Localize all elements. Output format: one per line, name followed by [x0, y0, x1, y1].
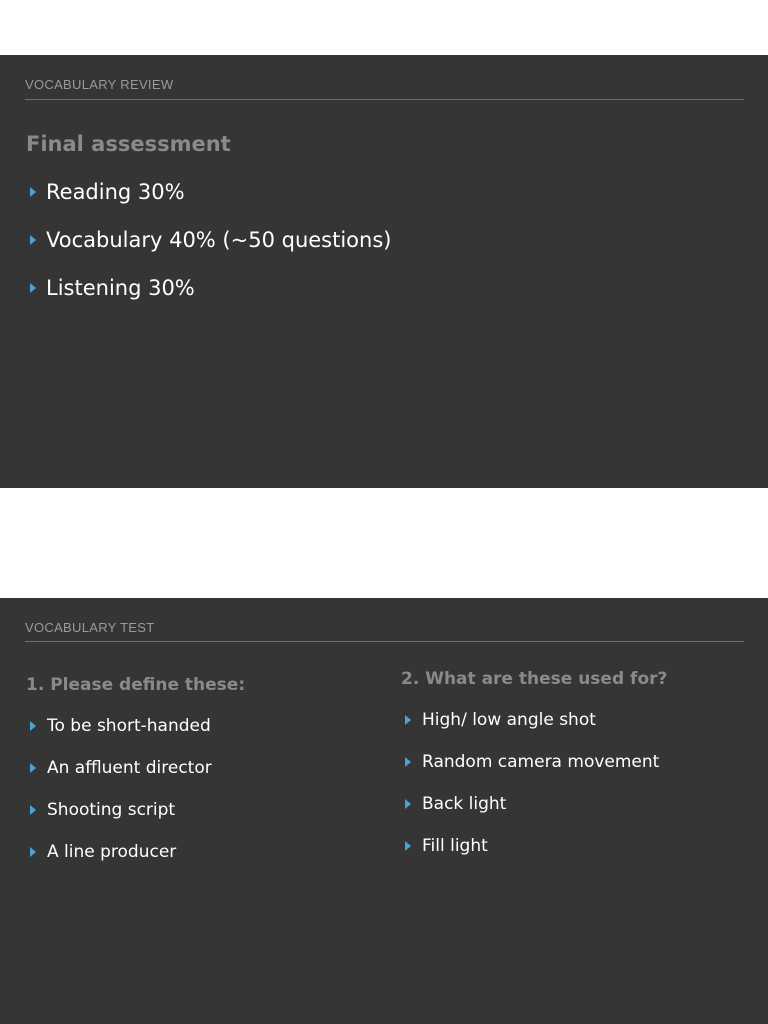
list-item-text: Reading 30%: [46, 180, 185, 204]
list-item-text: Random camera movement: [422, 752, 660, 772]
list-item-text: A line producer: [47, 842, 177, 862]
divider: [25, 641, 744, 642]
triangle-right-icon: [30, 187, 36, 197]
list-item: [30, 800, 175, 820]
divider: [25, 99, 744, 100]
triangle-right-icon: [405, 757, 411, 767]
triangle-right-icon: [30, 763, 36, 773]
triangle-right-icon: [30, 847, 36, 857]
triangle-right-icon: [30, 235, 36, 245]
list-item: [30, 758, 212, 778]
triangle-right-icon: [405, 799, 411, 809]
list-item: [30, 276, 195, 300]
slide-vocabulary-test: [0, 598, 768, 1024]
list-item-text: An affluent director: [47, 758, 212, 778]
list-item-text: Back light: [422, 794, 507, 814]
list-item: [405, 752, 659, 772]
right-column-heading: 2. What are these used for?: [401, 669, 668, 689]
list-item-text: Fill light: [422, 836, 488, 856]
list-item: [405, 710, 596, 730]
slide-heading: Final assessment: [26, 132, 231, 156]
list-item: [30, 842, 176, 862]
section-label: VOCABULARY TEST: [25, 620, 155, 635]
list-item: [405, 794, 506, 814]
list-item: [30, 228, 391, 252]
triangle-right-icon: [30, 805, 36, 815]
triangle-right-icon: [405, 715, 411, 725]
list-item-text: To be short-handed: [47, 716, 211, 736]
list-item: [30, 716, 211, 736]
list-item: [30, 180, 185, 204]
triangle-right-icon: [405, 841, 411, 851]
slide-final-assessment: [0, 55, 768, 488]
list-item-text: Vocabulary 40% (~50 questions): [46, 228, 392, 252]
list-item-text: Listening 30%: [46, 276, 195, 300]
triangle-right-icon: [30, 283, 36, 293]
list-item-text: High/ low angle shot: [422, 710, 596, 730]
list-item-text: Shooting script: [47, 800, 176, 820]
left-column-heading: 1. Please define these:: [26, 675, 246, 695]
triangle-right-icon: [30, 721, 36, 731]
section-label: VOCABULARY REVIEW: [25, 77, 174, 92]
list-item: [405, 836, 488, 856]
